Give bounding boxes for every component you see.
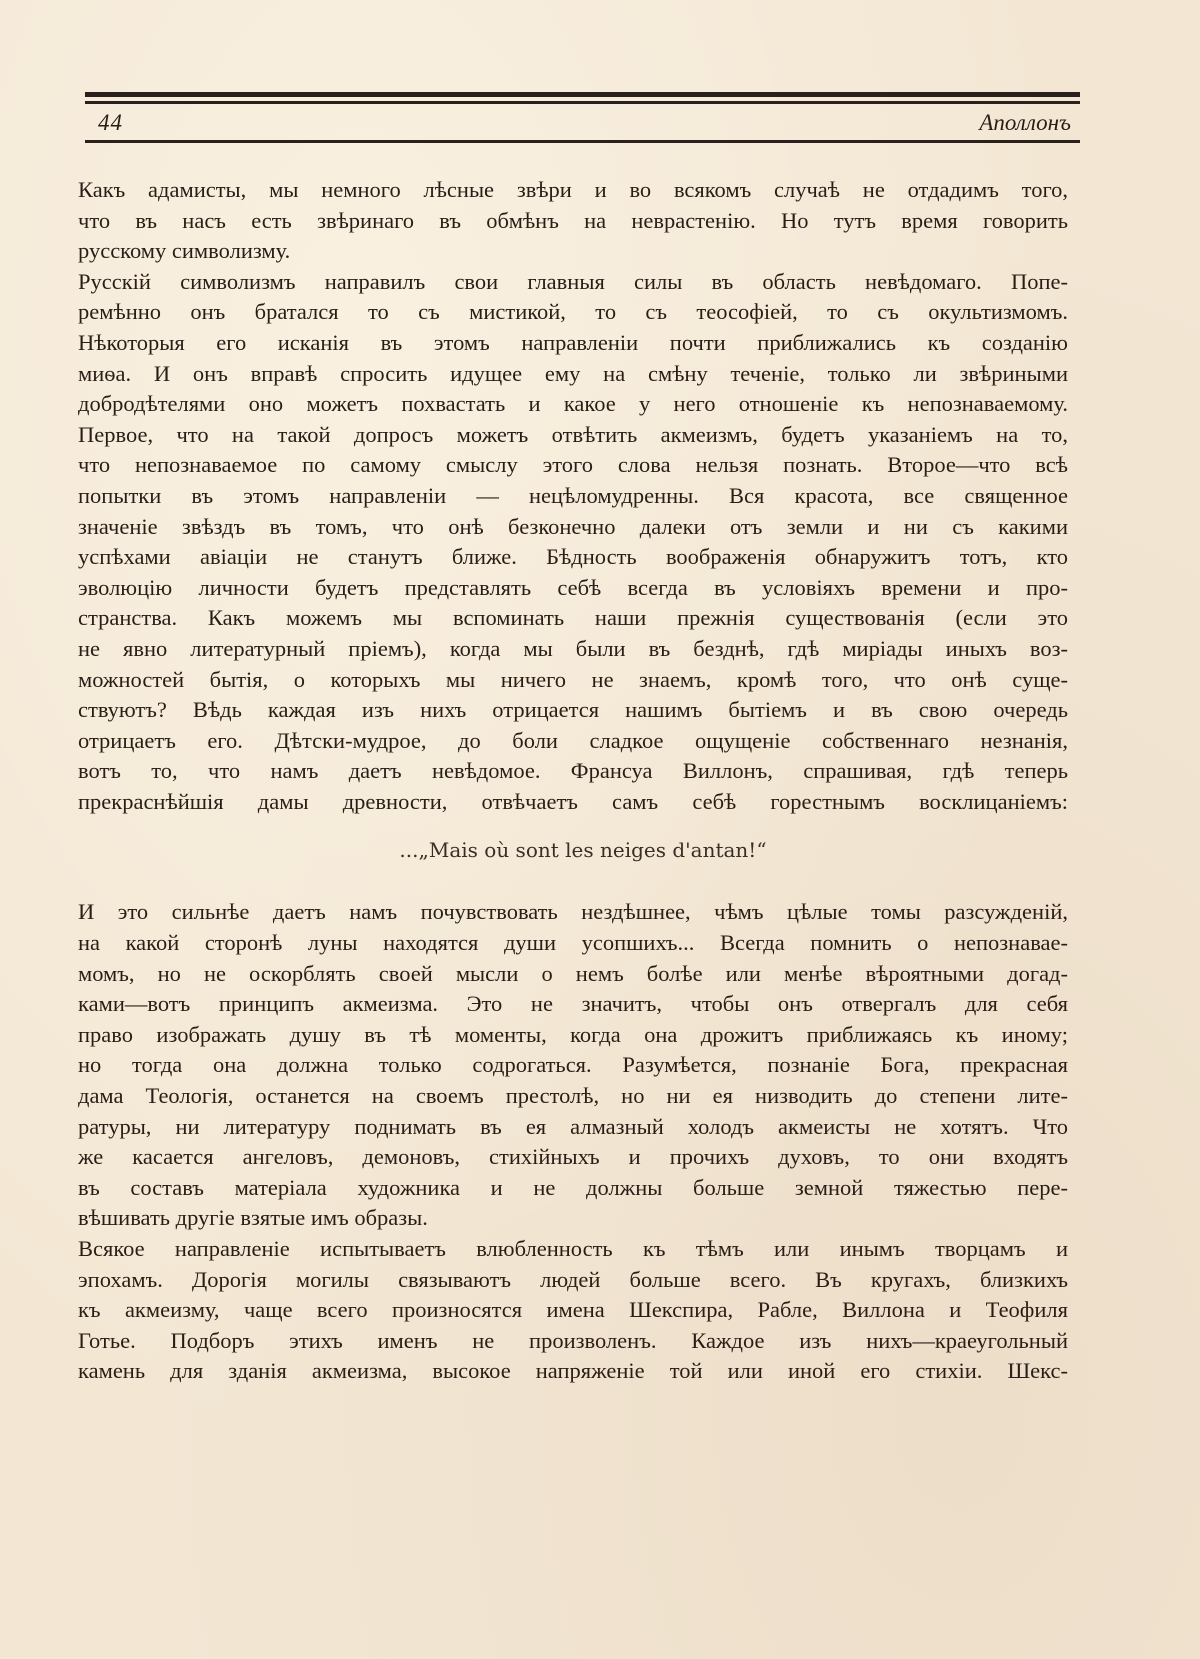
page-number: 44 [98, 110, 123, 135]
text-line: ками—вотъ принципъ акмеизма. Это не значитъ, чтобы онъ отвергалъ для себя [78, 991, 1068, 1017]
text-line: ремѣнно онъ братался то съ мистикой, то съ теософіей, то съ окультизмомъ. [78, 299, 1068, 325]
text-line: камень для зданія акмеизма, высокое напряженіе той или иной его стихіи. Шекс- [78, 1358, 1068, 1384]
text-line: странства. Какъ можемъ мы вспоминать наши прежнія существованія (если это [78, 605, 1068, 631]
text-line: но тогда она должна только содрогаться. Разумѣется, познаніе Бога, прекрасная [78, 1052, 1068, 1078]
text-line: вѣшивать другіе взятые имъ образы. [78, 1205, 428, 1231]
text-line: что непознаваемое по самому смыслу этого слова нельзя познать. Второе—что всѣ [78, 452, 1068, 478]
text-line: можностей бытія, о которыхъ мы ничего не знаемъ, кромѣ того, что онѣ суще- [78, 666, 1068, 692]
running-head [90, 110, 1075, 138]
text-line: русскому символизму. [78, 238, 291, 264]
text-line: вотъ то, что намъ даетъ невѣдомое. Франсуа Виллонъ, спрашивая, гдѣ теперь [78, 758, 1068, 784]
top-rule-thick [85, 92, 1080, 97]
text-line: Какъ адамисты, мы немного лѣсные звѣри и во всякомъ случаѣ не отдадимъ того, [78, 177, 1068, 202]
text-line: успѣхами авіаціи не станутъ ближе. Бѣдность воображенія обнаружитъ тотъ, кто [78, 544, 1068, 570]
text-line: Всякое направленіе испытываетъ влюбленность къ тѣмъ или инымъ творцамъ и [78, 1236, 1068, 1261]
text-line: эпохамъ. Дорогія могилы связываютъ людей больше всего. Въ кругахъ, близкихъ [78, 1266, 1068, 1292]
text-line: добродѣтелями оно можетъ похвастать и какое у него отношеніе къ непознаваемому. [78, 391, 1068, 417]
text-line: дама Теологія, останется на своемъ престолѣ, но ни ея низводить до степени лите- [78, 1083, 1068, 1109]
text-line: попытки въ этомъ направленіи — нецѣломудренны. Вся красота, все священное [78, 482, 1068, 508]
text-line: Нѣкоторыя его исканія въ этомъ направленіи почти приближались къ созданію [78, 329, 1068, 355]
text-line: прекраснѣйшія дамы древности, отвѣчаетъ самъ себѣ горестнымъ восклицаніемъ: [78, 788, 1068, 814]
text-line: ратуры, ни литературу поднимать въ ея алмазный холодъ акмеисты не хотятъ. Что [78, 1113, 1068, 1139]
block-quote: ...„Mais où sont les neiges d'antan!“ [399, 838, 767, 863]
header-rule [85, 140, 1080, 143]
text-line: въ составъ матеріала художника и не должны больше земной тяжестью пере- [78, 1174, 1068, 1200]
text-line: Русскій символизмъ направилъ свои главныя силы въ область невѣдомаго. Попе- [78, 268, 1068, 294]
paragraph [78, 897, 1068, 1234]
text-line: эволюцію личности будетъ представлять себѣ всегда въ условіяхъ времени и про- [78, 574, 1068, 600]
journal-title: Аполлонъ [979, 110, 1071, 135]
text-line: не явно литературный пріемъ), когда мы были въ безднѣ, гдѣ миріады иныхъ воз- [78, 635, 1068, 661]
text-line: Готье. Подборъ этихъ именъ не произволенъ. Каждое изъ нихъ—краеугольный [78, 1327, 1068, 1353]
text-line: право изображать душу въ тѣ моменты, когда она дрожитъ приближаясь къ иному; [78, 1021, 1068, 1047]
text-line: Первое, что на такой допросъ можетъ отвѣтить акмеизмъ, будетъ указаніемъ на то, [78, 421, 1068, 447]
text-line: къ акмеизму, чаще всего произносятся имена Шекспира, Рабле, Виллона и Теофиля [78, 1297, 1068, 1323]
text-line: же касается ангеловъ, демоновъ, стихійныхъ и прочихъ духовъ, то они входятъ [78, 1144, 1068, 1170]
text-line: значеніе звѣздъ въ томъ, что онѣ безконечно далеки отъ земли и ни съ какими [78, 513, 1068, 539]
text-line: момъ, но не оскорблять своей мысли о немъ болѣе или менѣе вѣроятными догад- [78, 960, 1068, 986]
body-text [78, 175, 1068, 1387]
paragraph [78, 267, 1068, 818]
text-line: миѳа. И онъ вправѣ спросить идущее ему на смѣну теченіе, только ли звѣриными [78, 360, 1068, 386]
text-line: что въ насъ есть звѣринаго въ обмѣнъ на неврастенію. Но тутъ время говорить [78, 207, 1068, 233]
paragraph [78, 175, 1068, 267]
paragraph [78, 1234, 1068, 1387]
text-line: отрицаетъ его. Дѣтски-мудрое, до боли сладкое ощущеніе собственнаго незнанія, [78, 727, 1068, 753]
text-line: ствуютъ? Вѣдь каждая изъ нихъ отрицается нашимъ бытіемъ и въ свою очередь [78, 697, 1068, 723]
top-rule-thin [85, 101, 1080, 104]
text-line: на какой сторонѣ луны находятся души усопшихъ... Всегда помнить о непознавае- [78, 930, 1068, 956]
text-line: И это сильнѣе даетъ намъ почувствовать нездѣшнее, чѣмъ цѣлые томы разсужденій, [78, 899, 1068, 925]
